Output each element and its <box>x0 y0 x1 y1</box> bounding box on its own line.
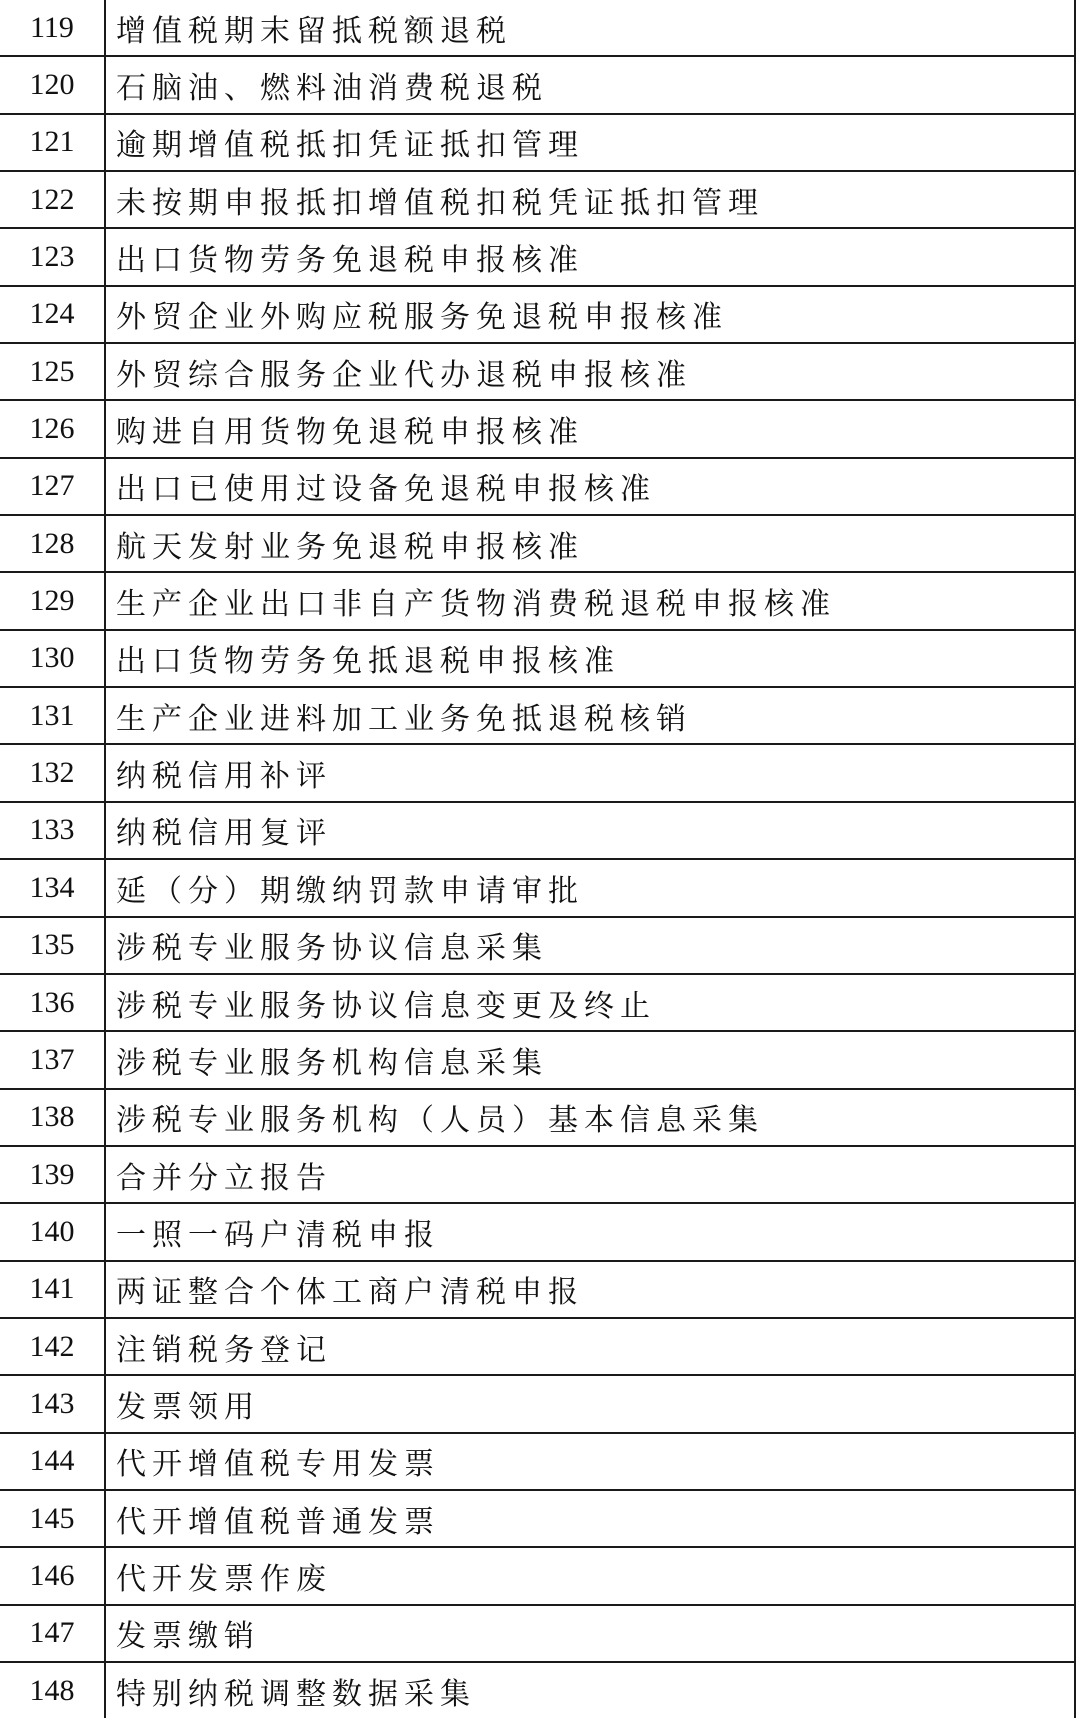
table-row <box>0 1318 1075 1375</box>
row-number: 123 <box>0 228 105 285</box>
row-number: 140 <box>0 1203 105 1260</box>
row-number: 124 <box>0 286 105 343</box>
row-number: 144 <box>0 1433 105 1490</box>
row-number: 122 <box>0 171 105 228</box>
table-row <box>0 171 1075 228</box>
row-number: 141 <box>0 1261 105 1318</box>
item-name: 一照一码户清税申报 <box>105 1203 1075 1260</box>
table-row <box>0 1031 1075 1088</box>
row-number: 139 <box>0 1146 105 1203</box>
table-row <box>0 515 1075 572</box>
item-name: 延（分）期缴纳罚款申请审批 <box>105 859 1075 916</box>
item-name: 代开发票作废 <box>105 1547 1075 1604</box>
table-row <box>0 1547 1075 1604</box>
item-name: 代开增值税专用发票 <box>105 1433 1075 1490</box>
row-number: 143 <box>0 1375 105 1432</box>
row-number: 131 <box>0 687 105 744</box>
item-name: 未按期申报抵扣增值税扣税凭证抵扣管理 <box>105 171 1075 228</box>
table-row <box>0 1089 1075 1146</box>
row-number: 133 <box>0 802 105 859</box>
row-number: 146 <box>0 1547 105 1604</box>
row-number: 145 <box>0 1490 105 1547</box>
table-row <box>0 917 1075 974</box>
item-name: 纳税信用补评 <box>105 744 1075 801</box>
item-name: 出口已使用过设备免退税申报核准 <box>105 458 1075 515</box>
item-name: 发票领用 <box>105 1375 1075 1432</box>
table-row <box>0 1605 1075 1662</box>
item-name: 涉税专业服务协议信息采集 <box>105 917 1075 974</box>
row-number: 121 <box>0 114 105 171</box>
item-name: 外贸综合服务企业代办退税申报核准 <box>105 343 1075 400</box>
table-row <box>0 1433 1075 1490</box>
item-name: 纳税信用复评 <box>105 802 1075 859</box>
table-row <box>0 744 1075 801</box>
table-row <box>0 228 1075 285</box>
table-row <box>0 1146 1075 1203</box>
item-name: 发票缴销 <box>105 1605 1075 1662</box>
item-name: 两证整合个体工商户清税申报 <box>105 1261 1075 1318</box>
table-row <box>0 630 1075 687</box>
item-name: 出口货物劳务免抵退税申报核准 <box>105 630 1075 687</box>
table-row <box>0 974 1075 1031</box>
row-number: 135 <box>0 917 105 974</box>
row-number: 132 <box>0 744 105 801</box>
row-number: 137 <box>0 1031 105 1088</box>
item-name: 石脑油、燃料油消费税退税 <box>105 56 1075 113</box>
item-name: 航天发射业务免退税申报核准 <box>105 515 1075 572</box>
table-row <box>0 114 1075 171</box>
item-name: 代开增值税普通发票 <box>105 1490 1075 1547</box>
item-name: 增值税期末留抵税额退税 <box>105 0 1075 56</box>
table-row <box>0 859 1075 916</box>
item-name: 逾期增值税抵扣凭证抵扣管理 <box>105 114 1075 171</box>
row-number: 127 <box>0 458 105 515</box>
table-row <box>0 56 1075 113</box>
table-row <box>0 687 1075 744</box>
row-number: 136 <box>0 974 105 1031</box>
item-name: 购进自用货物免退税申报核准 <box>105 400 1075 457</box>
item-name: 涉税专业服务机构信息采集 <box>105 1031 1075 1088</box>
row-number: 128 <box>0 515 105 572</box>
row-number: 120 <box>0 56 105 113</box>
table-row <box>0 343 1075 400</box>
table-row <box>0 1203 1075 1260</box>
table-row <box>0 286 1075 343</box>
item-name: 涉税专业服务机构（人员）基本信息采集 <box>105 1089 1075 1146</box>
item-name: 合并分立报告 <box>105 1146 1075 1203</box>
table-row <box>0 0 1075 56</box>
item-name: 生产企业出口非自产货物消费税退税申报核准 <box>105 572 1075 629</box>
row-number: 129 <box>0 572 105 629</box>
row-number: 126 <box>0 400 105 457</box>
table-row <box>0 1375 1075 1432</box>
row-number: 148 <box>0 1662 105 1718</box>
row-number: 125 <box>0 343 105 400</box>
table-row <box>0 1261 1075 1318</box>
item-name: 生产企业进料加工业务免抵退税核销 <box>105 687 1075 744</box>
table-row <box>0 400 1075 457</box>
item-name: 出口货物劳务免退税申报核准 <box>105 228 1075 285</box>
row-number: 130 <box>0 630 105 687</box>
item-name: 特别纳税调整数据采集 <box>105 1662 1075 1718</box>
table-row <box>0 1662 1075 1718</box>
item-name: 注销税务登记 <box>105 1318 1075 1375</box>
table-row <box>0 802 1075 859</box>
row-number: 134 <box>0 859 105 916</box>
item-name: 外贸企业外购应税服务免退税申报核准 <box>105 286 1075 343</box>
row-number: 142 <box>0 1318 105 1375</box>
table-row <box>0 1490 1075 1547</box>
item-name: 涉税专业服务协议信息变更及终止 <box>105 974 1075 1031</box>
table-row <box>0 458 1075 515</box>
table-row <box>0 572 1075 629</box>
row-number: 119 <box>0 0 105 56</box>
row-number: 147 <box>0 1605 105 1662</box>
row-number: 138 <box>0 1089 105 1146</box>
